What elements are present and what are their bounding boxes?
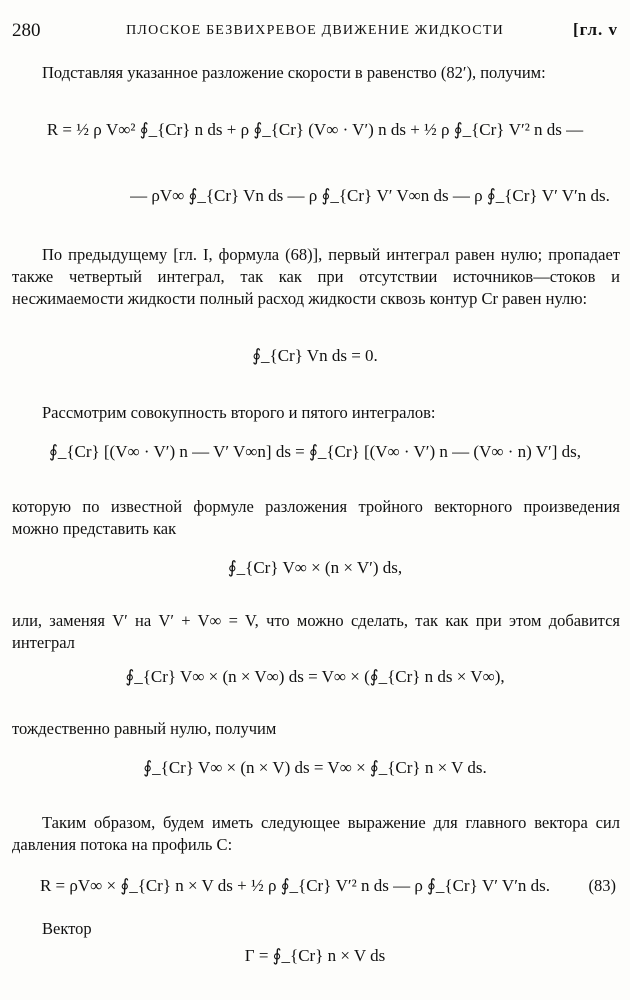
paragraph-8: Вектор xyxy=(42,919,92,938)
paragraph-1: Подставляя указанное разложение скорости в равенство (82′), получим: xyxy=(42,63,546,82)
equation-5: ∮_{Cr} V∞ × (n × V∞) ds = V∞ × (∮_{Cr} n ds × V∞), xyxy=(125,667,505,686)
equation-4: ∮_{Cr} V∞ × (n × V′) ds, xyxy=(227,558,403,577)
paragraph-7: Таким образом, будем иметь следующее выражение для главного вектора сил давления потока на профиль C: xyxy=(12,813,620,854)
equation-8: Γ = ∮_{Cr} n × V ds xyxy=(244,946,386,965)
equation-1a: R = ½ ρ V∞² ∮_{Cr} n ds + ρ ∮_{Cr} (V∞ · V′) n ds + ½ ρ ∮_{Cr} V′² n ds — xyxy=(46,120,584,139)
equation-1b: — ρV∞ ∮_{Cr} Vn ds — ρ ∮_{Cr} V′ V∞n ds — ρ ∮_{Cr} V′ V′n ds. xyxy=(130,186,610,205)
page-number: 280 xyxy=(12,20,41,41)
paragraph-6: тождественно равный нулю, получим xyxy=(12,719,277,738)
chapter-label: [гл. v xyxy=(572,20,618,39)
paragraph-4: которую по известной формуле разложения тройного векторного произведения можно представить как xyxy=(12,497,620,538)
page-header xyxy=(12,20,618,44)
equation-number: (83) xyxy=(588,876,616,895)
equation-2: ∮_{Cr} Vn ds = 0. xyxy=(252,346,378,365)
paragraph-3: Рассмотрим совокупность второго и пятого интегралов: xyxy=(42,403,436,422)
equation-3: ∮_{Cr} [(V∞ · V′) n — V′ V∞n] ds = ∮_{Cr} [(V∞ · V′) n — (V∞ · n) V′] ds, xyxy=(48,442,582,461)
equation-6: ∮_{Cr} V∞ × (n × V) ds = V∞ × ∮_{Cr} n × V ds. xyxy=(143,758,487,777)
paragraph-5: или, заменяя V′ на V′ + V∞ = V, что можно сделать, так как при этом добавится интеграл xyxy=(12,611,620,652)
equation-7: R = ρV∞ × ∮_{Cr} n × V ds + ½ ρ ∮_{Cr} V′² n ds — ρ ∮_{Cr} V′ V′n ds. xyxy=(39,876,551,895)
paragraph-2: По предыдущему [гл. I, формула (68)], первый интеграл равен нулю; пропадает также четвертый интеграл, так как при отсутствии источников—стоков и несжимаемости жидкости полный расход жидкости сквозь контур Cr равен нулю: xyxy=(12,245,620,308)
running-title: ПЛОСКОЕ БЕЗВИХРЕВОЕ ДВИЖЕНИЕ ЖИДКОСТИ xyxy=(126,23,504,38)
